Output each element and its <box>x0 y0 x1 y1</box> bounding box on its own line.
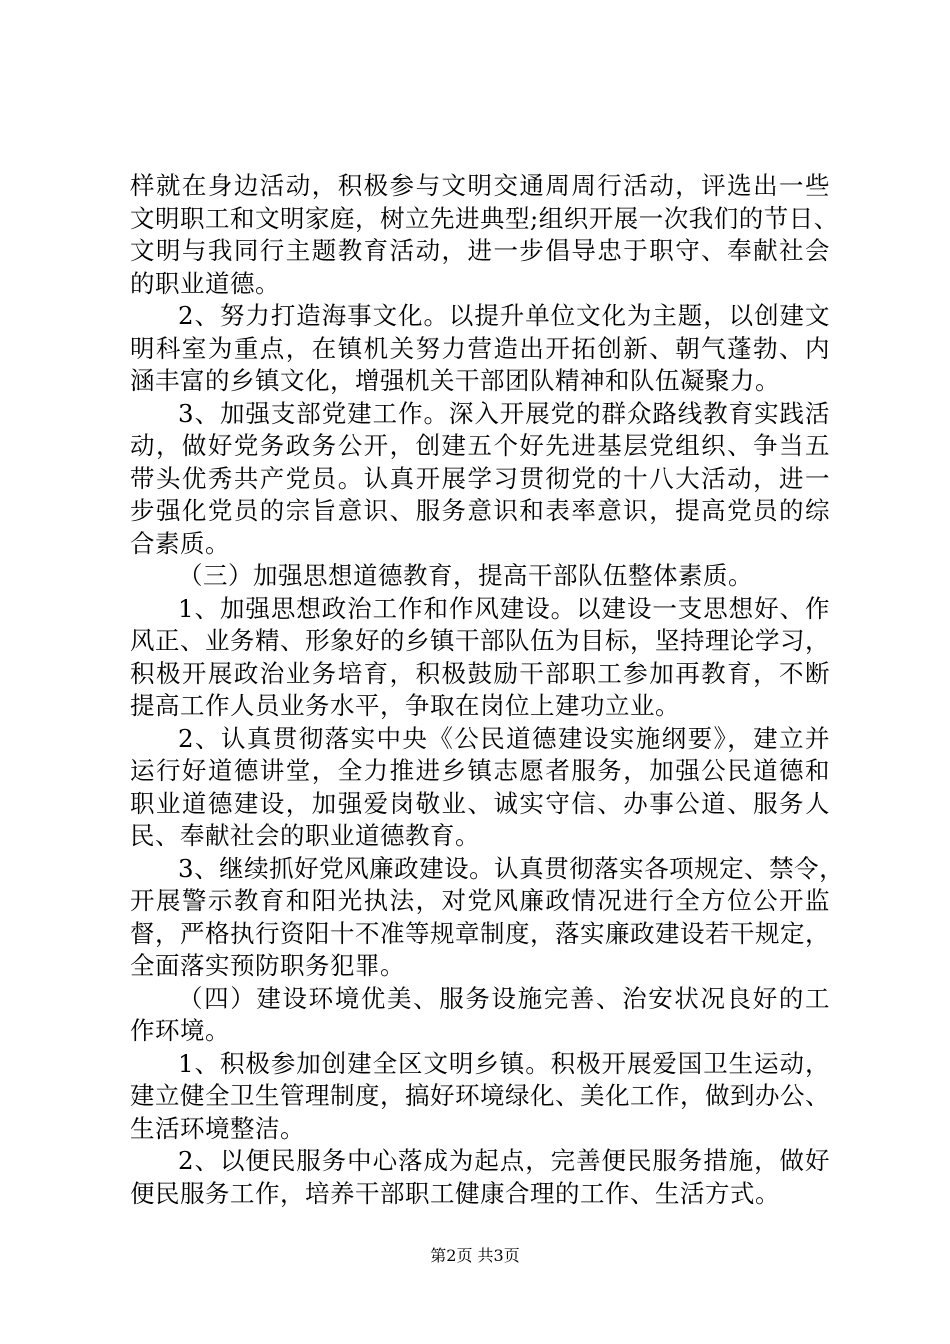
text-line: 积极开展政治业务培育，积极鼓励干部职工参加再教育，不断 <box>130 658 830 688</box>
text-line: 1、加强思想政治工作和作风建设。以建设一支思想好、作 <box>178 593 830 623</box>
text-line: 文明与我同行主题教育活动，进一步倡导忠于职守、奉献社会 <box>130 236 830 265</box>
text-line: 明科室为重点，在镇机关努力营造出开拓创新、朝气蓬勃、内 <box>130 333 830 363</box>
text-line: 3、加强支部党建工作。深入开展党的群众路线教育实践活 <box>178 398 830 428</box>
text-line: 带头优秀共产党员。认真开展学习贯彻党的十八大活动，进一 <box>130 463 830 493</box>
text-line: 2、以便民服务中心落成为起点，完善便民服务措施，做好 <box>178 1146 830 1175</box>
text-line: 便民服务工作，培养干部职工健康合理的工作、生活方式。 <box>130 1178 780 1208</box>
text-line: 2、认真贯彻落实中央《公民道德建设实施纲要》，建立并 <box>178 723 830 753</box>
text-line: 提高工作人员业务水平，争取在岗位上建功立业。 <box>130 691 680 720</box>
text-line: 运行好道德讲堂，全力推进乡镇志愿者服务，加强公民道德和 <box>130 756 830 785</box>
text-line: （四）建设环境优美、服务设施完善、治安状况良好的工 <box>178 983 830 1013</box>
text-line: 1、积极参加创建全区文明乡镇。积极开展爱国卫生运动， <box>178 1048 830 1078</box>
text-line: 3、继续抓好党风廉政建设。认真贯彻落实各项规定、禁令， <box>178 853 845 883</box>
text-line: 合素质。 <box>130 528 230 558</box>
text-line: 职业道德建设，加强爱岗敬业、诚实守信、办事公道、服务人 <box>130 788 830 818</box>
text-line: 督，严格执行资阳十不准等规章制度，落实廉政建设若干规定， <box>130 918 830 948</box>
text-line: 民、奉献社会的职业道德教育。 <box>130 821 480 850</box>
text-line: 建立健全卫生管理制度，搞好环境绿化、美化工作，做到办公、 <box>130 1081 830 1110</box>
text-line: 步强化党员的宗旨意识、服务意识和表率意识，提高党员的综 <box>130 496 830 525</box>
document-body <box>130 170 845 1210</box>
text-line: 动，做好党务政务公开，创建五个好先进基层党组织、争当五 <box>130 431 830 460</box>
text-line: 样就在身边活动，积极参与文明交通周周行活动，评选出一些 <box>130 171 830 200</box>
text-line: 生活环境整洁。 <box>130 1113 305 1143</box>
text-line: 全面落实预防职务犯罪。 <box>130 951 405 980</box>
text-line: 开展警示教育和阳光执法，对党风廉政情况进行全方位公开监 <box>130 886 830 915</box>
text-line: 文明职工和文明家庭，树立先进典型;组织开展一次我们的节日、 <box>130 203 839 233</box>
text-line: 2、努力打造海事文化。以提升单位文化为主题，以创建文 <box>178 301 830 330</box>
text-line: 的职业道德。 <box>130 268 280 298</box>
text-line: 作环境。 <box>130 1016 230 1045</box>
page-footer: 第2页 共3页 <box>430 1246 520 1265</box>
text-line: 风正、业务精、形象好的乡镇干部队伍为目标，坚持理论学习， <box>130 626 830 655</box>
text-line: （三）加强思想道德教育，提高干部队伍整体素质。 <box>178 561 753 590</box>
text-line: 涵丰富的乡镇文化，增强机关干部团队精神和队伍凝聚力。 <box>130 366 780 395</box>
